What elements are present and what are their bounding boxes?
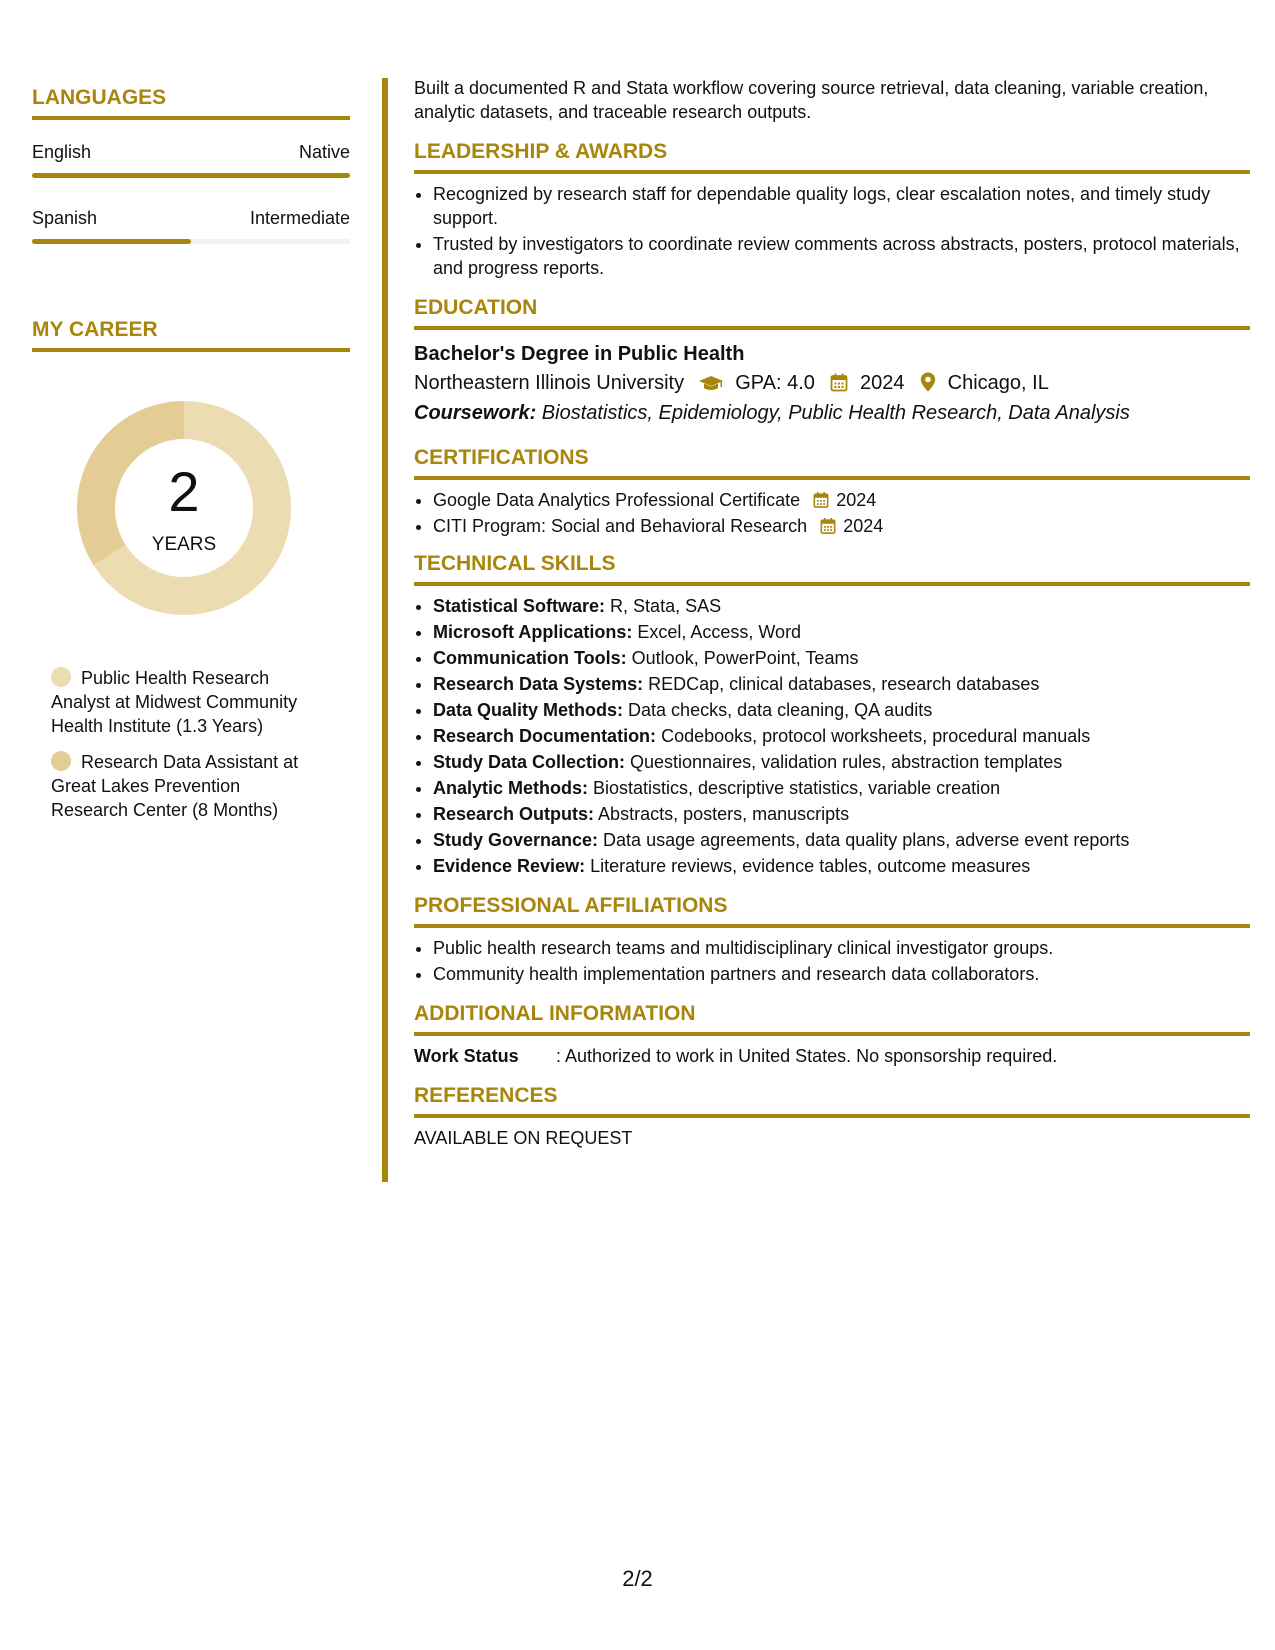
language-level: Intermediate: [249, 208, 350, 228]
affiliations-heading: PROFESSIONAL AFFILIATIONS: [414, 892, 1250, 928]
skill-value: Abstracts, posters, manuscripts: [594, 804, 850, 824]
degree-title: Bachelor's Degree in Public Health: [414, 343, 745, 365]
list-item: • Trusted by investigators to coordinate review comments across abstracts, posters, protocol materials, and progress reports.: [433, 232, 1250, 280]
career-donut-center: [64, 388, 304, 628]
graduation-cap-icon: [698, 374, 724, 392]
skill-label: Microsoft Applications:: [433, 622, 633, 642]
main-column: [414, 78, 1250, 1150]
language-name: Spanish: [32, 208, 98, 228]
skill-value: R, Stata, SAS: [605, 596, 722, 616]
list-item: [433, 776, 1250, 800]
list-item: [433, 620, 1250, 644]
education-year: 2024: [860, 372, 905, 394]
references-text: AVAILABLE ON REQUEST: [414, 1128, 633, 1148]
list-item: [433, 698, 1250, 722]
list-item: [433, 594, 1250, 618]
career-legend: [51, 666, 321, 822]
certification-year: 2024: [843, 516, 884, 536]
career-donut-chart: [64, 388, 304, 628]
skill-value: Codebooks, protocol worksheets, procedural manuals: [656, 726, 1091, 746]
list-item: [433, 488, 1250, 512]
references-heading: REFERENCES: [414, 1082, 1250, 1118]
skill-label: Study Governance:: [433, 830, 599, 850]
language-proficiency-fill: [32, 173, 350, 178]
education-details: [414, 368, 1250, 398]
skill-value: Data checks, data cleaning, QA audits: [623, 700, 933, 720]
work-status-row: [414, 1044, 1250, 1068]
skill-value: Outlook, PowerPoint, Teams: [626, 648, 859, 668]
education-location: Chicago, IL: [947, 372, 1049, 394]
additional-info-heading: ADDITIONAL INFORMATION: [414, 1000, 1250, 1036]
coursework-list: Biostatistics, Epidemiology, Public Health Research, Data Analysis: [536, 402, 1130, 424]
skills-list: [414, 594, 1250, 878]
skill-label: Analytic Methods:: [433, 778, 589, 798]
skill-value: Literature reviews, evidence tables, outcome measures: [585, 856, 1031, 876]
education-heading: EDUCATION: [414, 294, 1250, 330]
skill-value: Biostatistics, descriptive statistics, variable creation: [588, 778, 1001, 798]
legend-dot: [51, 751, 71, 771]
certifications-list: [414, 488, 1250, 538]
language-item: [32, 208, 350, 244]
list-item: • Community health implementation partners and research data collaborators.: [433, 962, 1250, 986]
work-status-label: Work Status: [414, 1046, 519, 1066]
skill-label: Study Data Collection:: [433, 752, 626, 772]
list-item: [433, 854, 1250, 878]
skill-value: Data usage agreements, data quality plans, adverse event reports: [598, 830, 1130, 850]
page-number: 2/2: [622, 1566, 653, 1591]
calendar-icon: [830, 373, 848, 392]
language-proficiency-bar: [32, 239, 350, 244]
list-item: [433, 672, 1250, 696]
language-name: English: [32, 142, 92, 162]
leadership-list: [414, 182, 1250, 280]
list-item: [433, 646, 1250, 670]
career-legend-item: [51, 750, 321, 822]
list-item: [433, 828, 1250, 852]
intro-paragraph: Built a documented R and Stata workflow covering source retrieval, data cleaning, variable creation, analytic datasets, and traceable research outputs.: [414, 78, 1209, 122]
list-item: • Recognized by research staff for dependable quality logs, clear escalation notes, and timely study support.: [433, 182, 1250, 230]
list-item: • Public health research teams and multidisciplinary clinical investigator groups.: [433, 936, 1250, 960]
language-level: Native: [298, 142, 350, 162]
sidebar: [32, 86, 350, 834]
skill-value: Questionnaires, validation rules, abstraction templates: [625, 752, 1063, 772]
skill-value: Excel, Access, Word: [632, 622, 802, 642]
list-item: [433, 802, 1250, 826]
certification-name: Google Data Analytics Professional Certificate: [433, 490, 801, 510]
coursework-label: Coursework:: [414, 402, 537, 424]
coursework: [414, 398, 1250, 428]
career-heading: MY CAREER: [32, 318, 350, 352]
location-pin-icon: [920, 372, 936, 392]
career-legend-label: Research Data Assistant at Great Lakes Prevention Research Center (8 Months): [51, 752, 299, 820]
column-divider: [382, 78, 388, 1182]
school-name: Northeastern Illinois University: [414, 372, 685, 394]
calendar-icon: [820, 517, 836, 535]
skill-label: Statistical Software:: [433, 596, 606, 616]
legend-dot: [51, 667, 71, 687]
skill-label: Communication Tools:: [433, 648, 627, 668]
certification-year: 2024: [836, 490, 877, 510]
skill-label: Evidence Review:: [433, 856, 586, 876]
certification-name: CITI Program: Social and Behavioral Research: [433, 516, 808, 536]
skills-heading: TECHNICAL SKILLS: [414, 550, 1250, 586]
affiliations-list: [414, 936, 1250, 986]
certifications-heading: CERTIFICATIONS: [414, 444, 1250, 480]
career-total-unit: YEARS: [151, 534, 217, 555]
career-legend-item: [51, 666, 321, 738]
skill-value: REDCap, clinical databases, research databases: [643, 674, 1040, 694]
skill-label: Research Documentation:: [433, 726, 657, 746]
calendar-icon: [813, 491, 829, 509]
career-legend-label: Public Health Research Analyst at Midwest Community Health Institute (1.3 Years): [51, 668, 298, 736]
skill-label: Research Outputs:: [433, 804, 595, 824]
language-proficiency-fill: [32, 239, 191, 244]
language-item: [32, 142, 350, 178]
language-proficiency-bar: [32, 173, 350, 178]
leadership-heading: LEADERSHIP & AWARDS: [414, 138, 1250, 174]
list-item: [433, 724, 1250, 748]
work-status-value: : Authorized to work in United States. No sponsorship required.: [556, 1046, 1058, 1066]
career-total-number: 2: [168, 460, 200, 523]
skill-label: Research Data Systems:: [433, 674, 644, 694]
list-item: [433, 750, 1250, 774]
list-item: [433, 514, 1250, 538]
education-gpa: GPA: 4.0: [735, 372, 815, 394]
skill-label: Data Quality Methods:: [433, 700, 624, 720]
languages-heading: LANGUAGES: [32, 86, 350, 120]
